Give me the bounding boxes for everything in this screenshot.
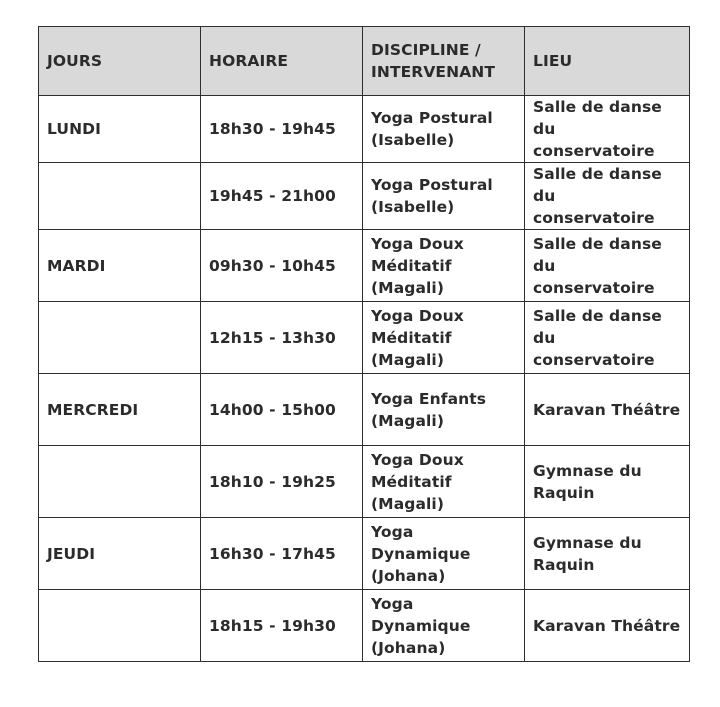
lieu-text-line1: Salle de danse du [533, 98, 662, 138]
horaire-text: 18h30 - 19h45 [209, 120, 336, 138]
header-jours-label: JOURS [47, 52, 103, 70]
discipline-text-line2: Méditatif (Magali) [371, 472, 452, 513]
discipline-text-line2: Méditatif (Magali) [371, 256, 452, 297]
lieu-text-line2: conservatoire [533, 350, 655, 369]
cell-lieu [525, 446, 690, 518]
cell-discipline [363, 96, 525, 163]
table-row [39, 230, 690, 302]
horaire-text: 09h30 - 10h45 [209, 256, 336, 275]
horaire-text: 16h30 - 17h45 [209, 544, 336, 563]
cell-jour [39, 96, 201, 163]
discipline-text-line1: Yoga Enfants [371, 389, 487, 408]
jour-text: JEUDI [47, 544, 96, 563]
cell-discipline [363, 230, 525, 302]
header-lieu [525, 27, 690, 96]
schedule-body [39, 96, 690, 662]
lieu-text-line1: Gymnase du [533, 461, 642, 480]
cell-lieu [525, 230, 690, 302]
cell-jour [39, 590, 201, 662]
lieu-text-line1: Salle de danse du [533, 234, 662, 275]
cell-horaire [201, 163, 363, 230]
lieu-text-line2: conservatoire [533, 278, 655, 297]
cell-horaire [201, 518, 363, 590]
cell-lieu [525, 590, 690, 662]
discipline-text-line2: (Johana) [371, 566, 446, 585]
cell-discipline [363, 446, 525, 518]
cell-lieu [525, 96, 690, 163]
lieu-text-line1: Salle de danse du [533, 306, 662, 347]
jour-text: LUNDI [47, 120, 102, 138]
cell-horaire [201, 96, 363, 163]
lieu-text-line2: conservatoire [533, 142, 655, 160]
cell-horaire [201, 230, 363, 302]
cell-jour [39, 518, 201, 590]
lieu-text-line1: Karavan Théâtre [533, 400, 681, 419]
cell-horaire [201, 374, 363, 446]
table-row [39, 446, 690, 518]
discipline-text-line2: (Isabelle) [371, 131, 455, 149]
cell-lieu [525, 163, 690, 230]
lieu-text-line1: Gymnase du [533, 533, 642, 552]
lieu-text-line1: Karavan Théâtre [533, 616, 681, 635]
cell-jour [39, 230, 201, 302]
cell-discipline [363, 163, 525, 230]
discipline-text-line1: Yoga Postural [371, 109, 493, 127]
discipline-text-line2: Méditatif (Magali) [371, 328, 452, 369]
cell-discipline [363, 518, 525, 590]
cell-discipline [363, 590, 525, 662]
cell-lieu [525, 302, 690, 374]
schedule-table [38, 26, 690, 662]
discipline-text-line1: Yoga Dynamique [371, 594, 471, 635]
header-row [39, 27, 690, 96]
discipline-text-line1: Yoga Doux [371, 306, 464, 325]
cell-lieu [525, 374, 690, 446]
horaire-text: 12h15 - 13h30 [209, 328, 336, 347]
lieu-text-line2: Raquin [533, 555, 595, 574]
header-horaire-label: HORAIRE [209, 52, 289, 70]
cell-horaire [201, 446, 363, 518]
table-row [39, 518, 690, 590]
table-row [39, 96, 690, 163]
header-discipline-label-line1: DISCIPLINE / [371, 41, 481, 59]
cell-jour [39, 374, 201, 446]
cell-horaire [201, 590, 363, 662]
header-horaire [201, 27, 363, 96]
cell-discipline [363, 302, 525, 374]
jour-text: MERCREDI [47, 400, 139, 419]
table-row [39, 374, 690, 446]
lieu-text-line2: conservatoire [533, 209, 655, 227]
lieu-text-line1: Salle de danse du [533, 165, 662, 205]
header-lieu-label: LIEU [533, 52, 573, 70]
cell-lieu [525, 518, 690, 590]
discipline-text-line1: Yoga Postural [371, 176, 493, 194]
horaire-text: 18h15 - 19h30 [209, 616, 336, 635]
cell-horaire [201, 302, 363, 374]
discipline-text-line1: Yoga Doux [371, 450, 464, 469]
header-discipline [363, 27, 525, 96]
lieu-text-line2: Raquin [533, 483, 595, 502]
cell-discipline [363, 374, 525, 446]
discipline-text-line2: (Magali) [371, 411, 445, 430]
header-discipline-label-line2: INTERVENANT [371, 63, 496, 81]
horaire-text: 14h00 - 15h00 [209, 400, 336, 419]
horaire-text: 18h10 - 19h25 [209, 472, 336, 491]
cell-jour [39, 163, 201, 230]
jour-text: MARDI [47, 256, 106, 275]
horaire-text: 19h45 - 21h00 [209, 187, 336, 205]
header-jours [39, 27, 201, 96]
schedule-header [39, 27, 690, 96]
cell-jour [39, 302, 201, 374]
table-row [39, 590, 690, 662]
table-row [39, 163, 690, 230]
discipline-text-line2: (Isabelle) [371, 198, 455, 216]
cell-jour [39, 446, 201, 518]
discipline-text-line1: Yoga Dynamique [371, 522, 471, 563]
discipline-text-line2: (Johana) [371, 638, 446, 657]
discipline-text-line1: Yoga Doux [371, 234, 464, 253]
table-row [39, 302, 690, 374]
